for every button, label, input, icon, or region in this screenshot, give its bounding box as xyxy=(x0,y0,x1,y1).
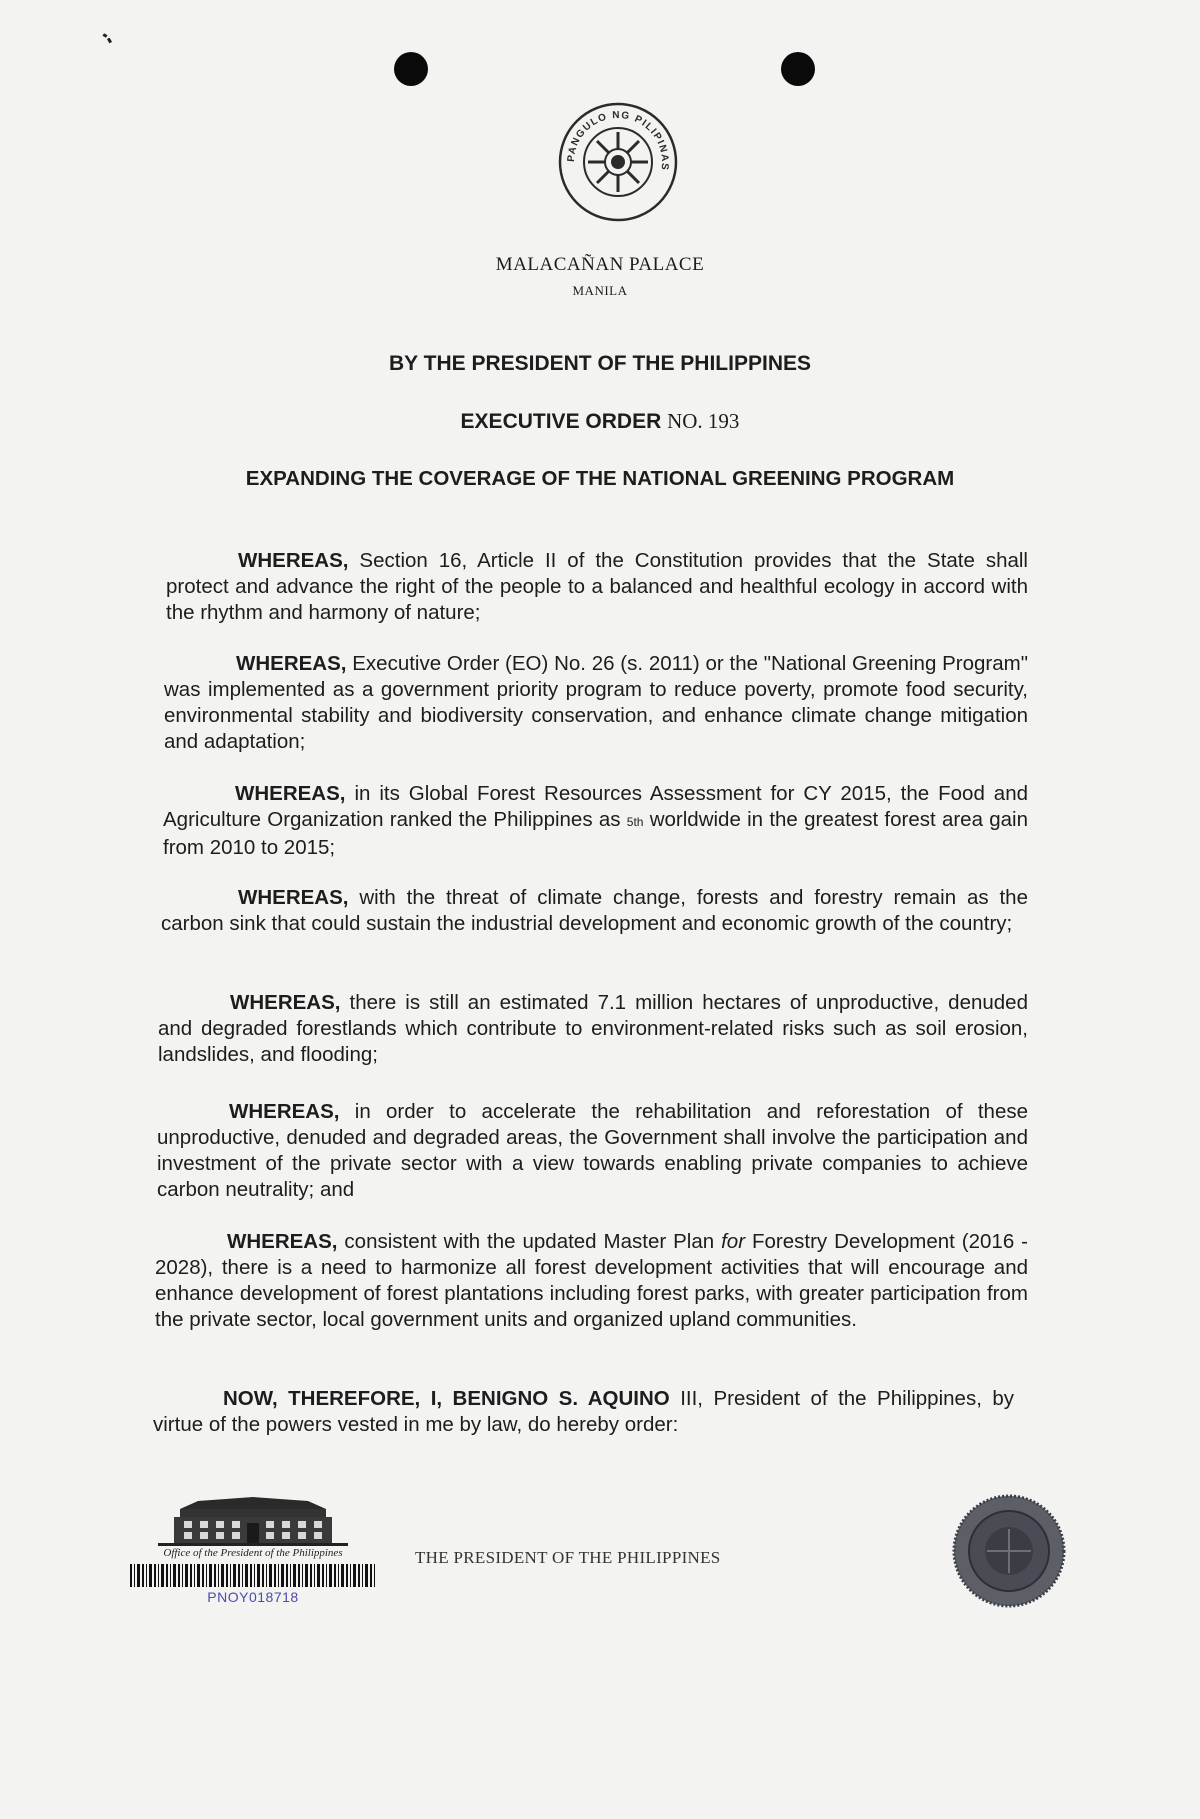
barcode-number: PNOY018718 xyxy=(207,1589,299,1605)
office-label: Office of the President of the Philippines xyxy=(163,1547,343,1559)
scan-speck xyxy=(103,33,108,38)
whereas-paragraph xyxy=(158,990,1028,1068)
order-title: EXPANDING THE COVERAGE OF THE NATIONAL GREENING PROGRAM xyxy=(245,467,955,490)
paragraph-text: with the threat of climate change, forests and forestry remain as the carbon sink that could sustain the industrial development and economic growth of the country; xyxy=(161,886,1028,935)
whereas-paragraph xyxy=(161,885,1028,937)
paragraph-lead: WHEREAS, xyxy=(238,549,349,572)
whereas-paragraph xyxy=(155,1229,1028,1333)
paragraph-lead: WHEREAS, xyxy=(238,886,349,909)
paragraph-text: Forestry Development (2016 - 2028), there is a need to harmonize all forest development activities that will encourage and enhance development of forest plantations including forest parks, with greater participation from the private sector, local government units and organized upland communities. xyxy=(155,1230,1028,1331)
paragraph-italic: for xyxy=(721,1230,746,1253)
malacanang-palace-icon xyxy=(128,1495,378,1547)
paragraph-lead: WHEREAS, xyxy=(236,652,347,675)
punch-hole-right xyxy=(781,52,815,86)
whereas-paragraph xyxy=(166,548,1028,626)
paragraph-lead: WHEREAS, xyxy=(229,1100,340,1123)
paragraph-text: Executive Order (EO) No. 26 (s. 2011) or the "National Greening Program" was implemented as a government priority program to reduce poverty, promote food security, environmental stability and biodiversity conservation, and enhance climate change mitigation and adaptation; xyxy=(164,652,1028,753)
paragraph-text: Section 16, Article II of the Constitution provides that the State shall protect and advance the right of the people to a balanced and healthful ecology in accord with the rhythm and harmony of nature; xyxy=(166,549,1028,624)
ordering-paragraph xyxy=(153,1386,1014,1438)
whereas-paragraph xyxy=(164,651,1028,755)
paragraph-text: worldwide in the greatest forest area gain from 2010 to 2015; xyxy=(163,808,1029,859)
office-stamp xyxy=(128,1495,378,1615)
ordinal-rank: 5th xyxy=(626,815,644,829)
palace-city: MANILA xyxy=(572,283,628,298)
paragraph-text: in order to accelerate the rehabilitation and reforestation of these unproductive, denuded and degraded areas, the Government shall involve the participation and investment of the private sector with a view towards enabling private companies to achieve carbon neutrality; and xyxy=(157,1100,1028,1201)
paragraph-lead: NOW, THEREFORE, I, BENIGNO S. AQUINO xyxy=(223,1387,670,1410)
president-caption: THE PRESIDENT OF THE PHILIPPINES xyxy=(415,1548,721,1567)
presidential-seal-icon xyxy=(557,101,679,223)
paragraph-lead: WHEREAS, xyxy=(230,991,341,1014)
paragraph-text: in its Global Forest Resources Assessment for CY 2015, the Food and Agriculture Organization ranked the Philippines as xyxy=(163,782,1028,831)
barcode-icon xyxy=(130,1564,375,1587)
order-label: EXECUTIVE ORDER xyxy=(460,410,662,433)
palace-name: MALACAÑAN PALACE xyxy=(495,254,705,275)
svg-text:PANGULO NG PILIPINAS: PANGULO NG PILIPINAS xyxy=(565,109,671,172)
paragraph-text: there is still an estimated 7.1 million hectares of unproductive, denuded and degraded forestlands which contribute to environment-related risks such as soil erosion, landslides, and flooding; xyxy=(158,991,1028,1066)
whereas-paragraph xyxy=(163,781,1028,861)
embossed-seal-icon xyxy=(952,1494,1066,1608)
punch-hole-left xyxy=(394,52,428,86)
order-heading xyxy=(0,409,1200,434)
whereas-paragraph xyxy=(157,1099,1028,1203)
order-number: NO. 193 xyxy=(667,409,740,433)
paragraph-text: III, President of the Philippines, by virtue of the powers vested in me by law, do hereby order: xyxy=(153,1387,1014,1436)
paragraph-lead: WHEREAS, xyxy=(227,1230,338,1253)
paragraph-lead: WHEREAS, xyxy=(235,782,346,805)
issuer-line: BY THE PRESIDENT OF THE PHILIPPINES xyxy=(388,352,811,375)
scan-speck xyxy=(107,38,112,44)
paragraph-text: consistent with the updated Master Plan xyxy=(337,1230,722,1253)
